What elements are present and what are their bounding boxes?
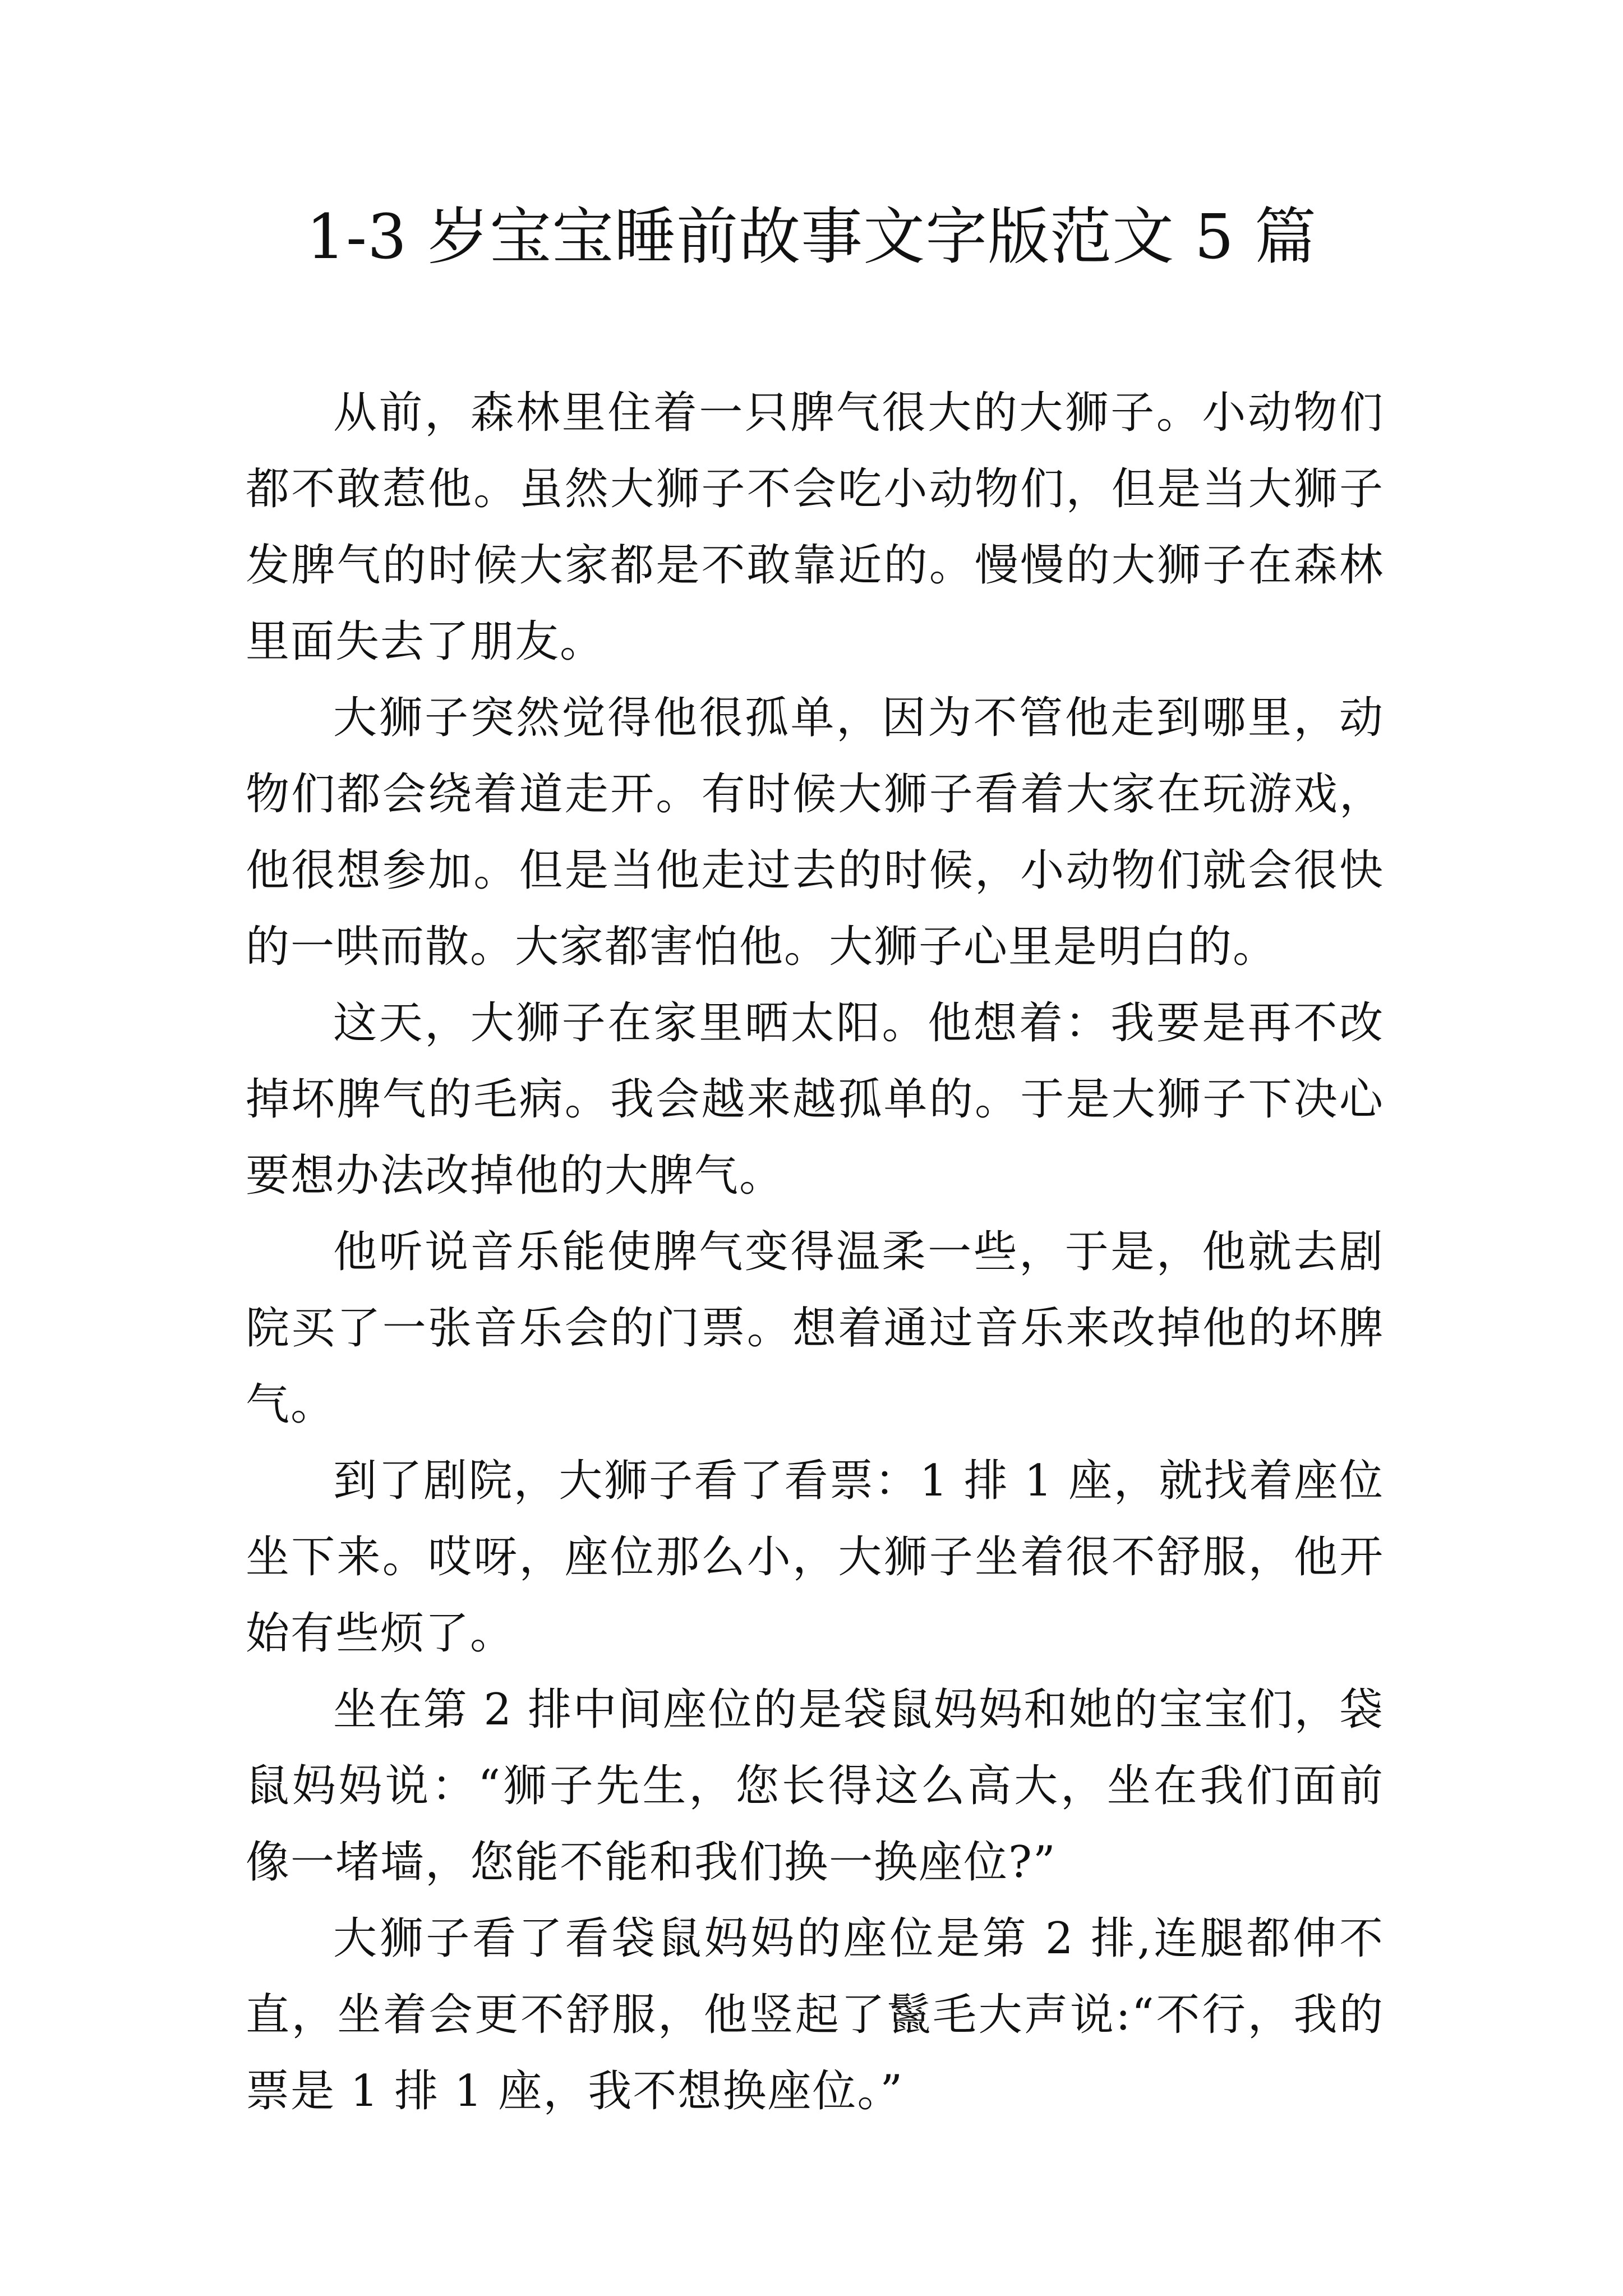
paragraph: 大狮子看了看袋鼠妈妈的座位是第 2 排,连腿都伸不直，坐着会更不舒服，他竖起了鬣毛大声说:“不行，我的票是 1 排 1 座，我不想换座位。” (246, 1913, 1384, 2116)
paragraph: 从前，森林里住着一只脾气很大的大狮子。小动物们都不敢惹他。虽然大狮子不会吃小动物们，但是当大狮子发脾气的时候大家都是不敢靠近的。慢慢的大狮子在森林里面失去了朋友。 (246, 388, 1384, 667)
paragraph: 这天，大狮子在家里晒太阳。他想着：我要是再不改掉坏脾气的毛病。我会越来越孤单的。于是大狮子下决心要想办法改掉他的大脾气。 (246, 998, 1384, 1201)
paragraph: 他听说音乐能使脾气变得温柔一些，于是，他就去剧院买了一张音乐会的门票。想着通过音乐来改掉他的坏脾气。 (246, 1227, 1384, 1430)
document-body (246, 375, 1384, 2129)
paragraph: 坐在第 2 排中间座位的是袋鼠妈妈和她的宝宝们，袋鼠妈妈说：“狮子先生，您长得这么高大，坐在我们面前像一堵墙，您能不能和我们换一换座位?” (246, 1685, 1384, 1888)
paragraph: 大狮子突然觉得他很孤单，因为不管他走到哪里，动物们都会绕着道走开。有时候大狮子看着大家在玩游戏，他很想参加。但是当他走过去的时候，小动物们就会很快的一哄而散。大家都害怕他。大狮子心里是明白的。 (246, 693, 1384, 972)
paragraph: 到了剧院，大狮子看了看票：1 排 1 座，就找着座位坐下来。哎呀，座位那么小，大狮子坐着很不舒服，他开始有些烦了。 (246, 1456, 1384, 1659)
document-title: 1-3 岁宝宝睡前故事文字版范文 5 篇 (306, 201, 1317, 273)
